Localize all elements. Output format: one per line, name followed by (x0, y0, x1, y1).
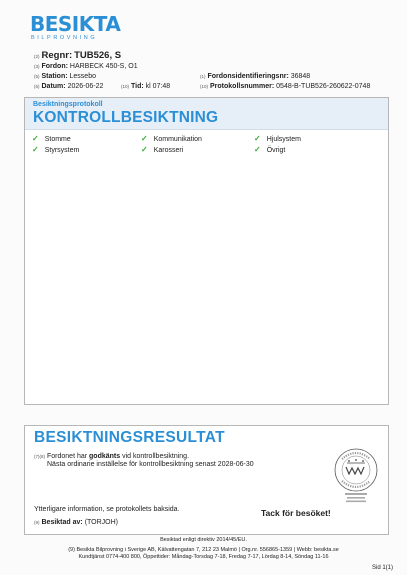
page-number: Sid 1(1) (371, 565, 393, 571)
footer-address: (9) Besikta Bilprovning i Sverige AB, Kälvattengatan 7, 212 23 Malmö | Org.nr. 556865-1359 | Webb: besikta.se (68, 547, 339, 553)
fordon-row: (3) Fordon: HARBECK 450-S, O1 (34, 63, 138, 70)
fordon-value: HARBECK 450-S, O1 (69, 63, 138, 70)
result-approved-line: (7)(8) Fordonet har godkänts vid kontrollbesiktning. (34, 453, 190, 460)
tid-row: (10) Tid: kl 07:48 (121, 83, 171, 90)
protocol-title: KONTROLLBESIKTNING (33, 109, 219, 126)
check-item-karosseri: ✓ Karosseri (141, 145, 184, 154)
inspected-by-line: (9) Besiktad av: (TORJOH) (34, 519, 119, 526)
station-row: (5) Station: Lessebo (34, 73, 96, 80)
approved-status: godkänts (89, 453, 121, 460)
fordonsid-value: 36848 (290, 73, 311, 80)
datum-value: 2026-06-22 (67, 83, 104, 90)
station-value: Lessebo (69, 73, 96, 80)
check-item-hjulsystem: ✓ Hjulsystem (254, 134, 301, 143)
check-item-ovrigt: ✓ Övrigt (254, 145, 286, 154)
protokoll-value: 0548-B-TUB526-260622-0748 (276, 83, 371, 90)
regnr-value: TUB526, S (74, 50, 122, 61)
fordonsid-row: (1) Fordonsidentifieringsnr: 36848 (200, 73, 311, 80)
directive-note: Besiktad enligt direktiv 2014/45/EU. (160, 537, 247, 543)
protocol-panel (24, 97, 389, 405)
swedac-accreditation-seal-icon (333, 445, 379, 505)
datum-row: (6) Datum: 2026-06-22 (34, 83, 104, 90)
protocol-header (25, 98, 388, 130)
logo-subtitle: BILPROVNING (31, 35, 98, 41)
next-inspection-line: Nästa ordinarie inställelse för kontrollbesiktning senast 2028-06-30 (47, 461, 254, 468)
logo-wordmark: BESIKTA (30, 12, 121, 36)
company-footer (0, 547, 407, 560)
footer-customer-service: Kundtjänst 0774-400 800, Öppettider: Måndag-Torsdag 7-18, Fredag 7-17, Lördag 8-14, Söndag 11-16 (78, 553, 329, 560)
checkmark-icon: ✓ (141, 145, 148, 154)
besikta-logo (30, 14, 120, 41)
inspector-value: (TORJOH) (84, 519, 119, 526)
protocol-subtitle: Besiktningsprotokoll (33, 101, 103, 108)
protokoll-row: (10) Protokollsnummer: 0548-B-TUB526-260622-0748 (200, 83, 371, 90)
checkmark-icon: ✓ (254, 145, 261, 154)
check-item-stomme: ✓ Stomme (32, 134, 71, 143)
checkmark-icon: ✓ (32, 145, 39, 154)
extra-info-text: Ytterligare information, se protokollets baksida. (34, 506, 180, 513)
check-item-styrsystem: ✓ Styrsystem (32, 145, 80, 154)
checkmark-icon: ✓ (141, 134, 148, 143)
check-item-kommunikation: ✓ Kommunikation (141, 134, 202, 143)
checkmark-icon: ✓ (32, 134, 39, 143)
thanks-text: Tack för besöket! (261, 508, 331, 518)
checkmark-icon: ✓ (254, 134, 261, 143)
tid-value: kl 07:48 (145, 83, 171, 90)
result-title: BESIKTNINGSRESULTAT (34, 429, 225, 446)
regnr-row: (2) Regnr: TUB526, S (34, 50, 122, 61)
result-panel (24, 425, 389, 535)
